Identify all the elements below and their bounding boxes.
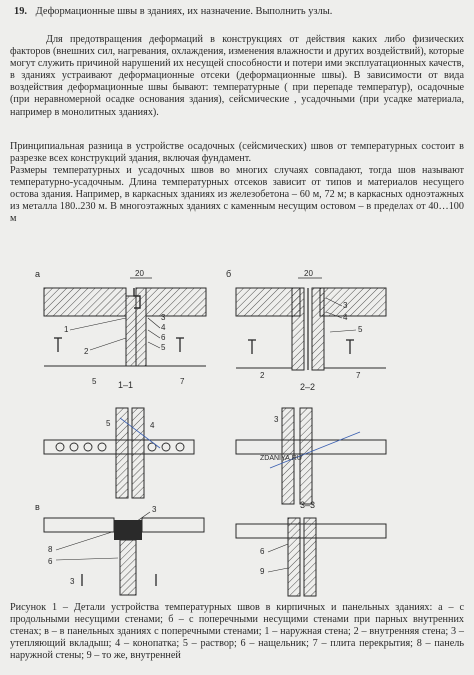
callout-a-7: 7 — [180, 377, 185, 386]
panel-label-b: б — [226, 269, 232, 279]
watermark-text: ZDANIYA.RU — [260, 455, 302, 462]
figure-joint-details — [30, 268, 440, 600]
callout-a-6: 6 — [161, 333, 166, 342]
section-heading — [14, 5, 464, 18]
dim-label-a: 20 — [135, 269, 144, 278]
callout-c-6: 6 — [48, 557, 53, 566]
callout-c-3: 3 — [152, 505, 157, 514]
section-33-drawing — [236, 500, 386, 596]
figure-drawing — [30, 268, 440, 600]
callout-a-5b: 5 — [92, 377, 97, 386]
paragraph-intro: Для предотвращения деформаций в конструкциях от действия каких либо физических факторов (внешних сил, нагревания, охлаждения, изменения влажности и других воздействий), которые могут служить причиной нарушений их несущей способности и потери ими эксплуатационных качеств, в зданиях устраивают деформационные отсеки (деформационные швы). В зависимости от вида воздействия деформационные швы бывают: температурные ( при перепаде температур), осадочные (при неравномерной осадке основания здания), сейсмические , усадочными (при усадке материала, например в монолитных зданиях). — [10, 34, 464, 118]
callout-b-2: 2 — [260, 371, 265, 380]
panel-label-c: в — [35, 502, 40, 512]
figure-caption: Рисунок 1 – Детали устройства температурных швов в кирпичных и панельных зданиях: а – с продольными несущими стенами; б – с поперечными несущими стенами при парных внутренних стенах; в – в панельных зданиях с поперечными стенами; 1 – наружная стена; 2 – внутренняя стена; 3 – утепляющий вкладыш; 4 – конопатка; 5 – раствор; 6 – нащельник; 7 – плита перекрытия; 8 – панель наружной стены; 9 – то же, внутренней — [10, 602, 464, 662]
section-number: 19. — [14, 6, 27, 17]
callout-s2-3: 3 — [274, 415, 279, 424]
callout-s1-5: 5 — [106, 419, 111, 428]
detail-a — [35, 269, 206, 390]
callout-b-3: 3 — [343, 301, 348, 310]
callout-a-2: 2 — [84, 347, 89, 356]
section-22-drawing — [236, 408, 386, 504]
callout-c-8: 8 — [48, 545, 53, 554]
callout-b-7: 7 — [356, 371, 361, 380]
callout-33-6: 6 — [260, 547, 265, 556]
callout-b-5: 5 — [358, 325, 363, 334]
section-11-drawing — [44, 408, 194, 498]
detail-c — [35, 502, 204, 595]
panel-label-a: а — [35, 269, 41, 279]
callout-33-9: 9 — [260, 567, 265, 576]
section-label-11: 1–1 — [118, 380, 134, 390]
callout-s1-4: 4 — [150, 421, 155, 430]
callout-a-1: 1 — [64, 325, 69, 334]
section-label-22: 2–2 — [300, 382, 316, 392]
paragraph-difference: Принципиальная разница в устройстве осадочных (сейсмических) швов от температурных состоит в разрезке всех конструкций здания, включая фундамент. — [10, 141, 464, 165]
detail-b — [226, 269, 386, 392]
paragraph-sizes: Размеры температурных и усадочных швов во многих случаях совпадают, тогда шов называют температурно-усадочным. Длина температурных отсеков зависит от типов и материалов несущего остова здания. Например, в каркасных зданиях из железобетона – 60 м, 72 м; в каркасных одноэтажных из металла 180..230 м. В многоэтажных зданиях с каменным несущим остовом – в пределах от 40…100 м — [10, 165, 464, 225]
callout-c-3b: 3 — [70, 577, 75, 586]
callout-b-4: 4 — [343, 313, 348, 322]
section-title: Деформационные швы в зданиях, их назначение. Выполнить узлы. — [35, 6, 333, 17]
dim-label-b: 20 — [304, 269, 313, 278]
callout-a-3: 3 — [161, 313, 166, 322]
callout-a-4: 4 — [161, 323, 166, 332]
section-label-33: 3–3 — [300, 500, 316, 510]
callout-a-5: 5 — [161, 343, 166, 352]
